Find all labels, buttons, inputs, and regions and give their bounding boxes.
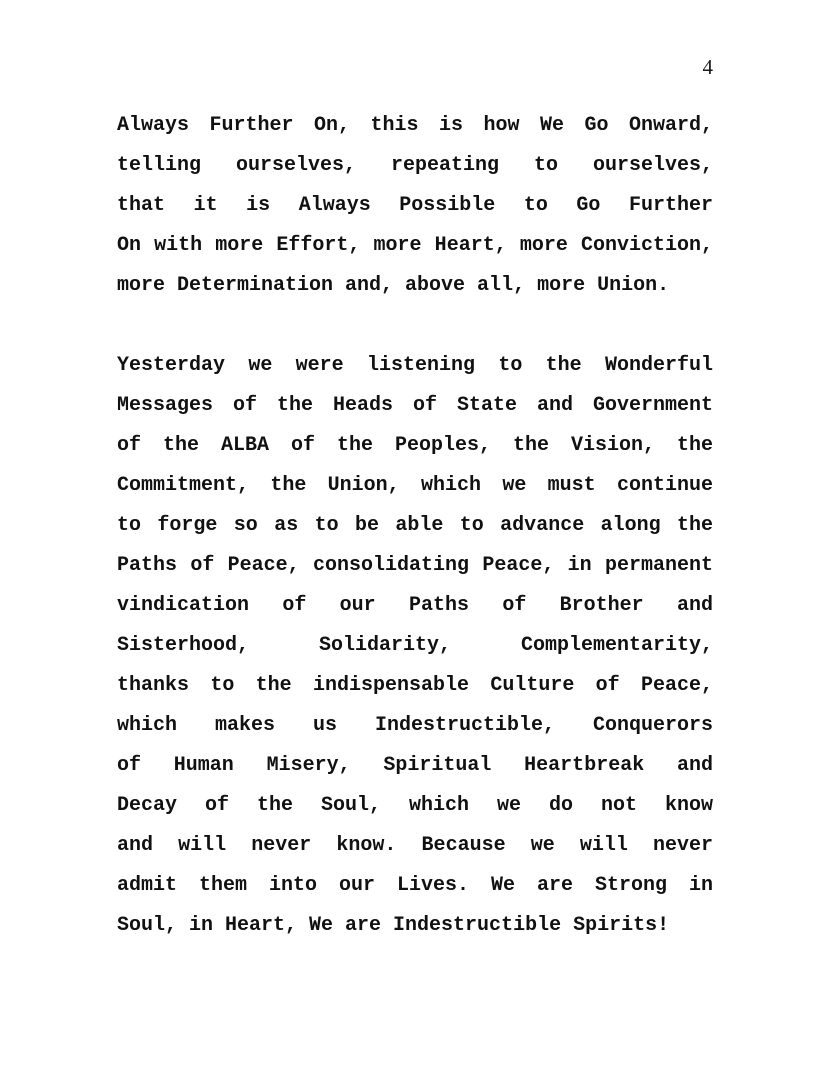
paragraph-1 [117,106,713,306]
text-line: Soul, in Heart, We are Indestructible Spirits! [117,914,670,937]
page-number: 4 [702,55,713,79]
text-line: of Human Misery, Spiritual Heartbreak and [117,754,713,777]
paragraph-2 [117,346,713,946]
text-line: of the ALBA of the Peoples, the Vision, the [117,434,713,457]
text-line: Yesterday we were listening to the Wonderful [117,354,713,377]
text-line: which makes us Indestructible, Conquerors [117,714,713,737]
text-line: Messages of the Heads of State and Government [117,394,713,417]
text-line: and will never know. Because we will never [117,834,713,857]
text-line: Always Further On, this is how We Go Onward, [117,114,713,137]
text-line: that it is Always Possible to Go Further [117,194,713,217]
text-line: vindication of our Paths of Brother and [117,594,713,617]
text-line: Commitment, the Union, which we must continue [117,474,713,497]
text-line: telling ourselves, repeating to ourselves, [117,154,713,177]
text-line: thanks to the indispensable Culture of Peace, [117,674,713,697]
text-line: to forge so as to be able to advance along the [117,514,713,537]
text-line: Decay of the Soul, which we do not know [117,794,713,817]
document-body [117,106,713,986]
text-line: more Determination and, above all, more Union. [117,274,670,297]
text-line: On with more Effort, more Heart, more Conviction, [117,234,713,257]
text-line: Sisterhood, Solidarity, Complementarity, [117,634,713,657]
text-line: admit them into our Lives. We are Strong in [117,874,713,897]
text-line: Paths of Peace, consolidating Peace, in permanent [117,554,713,577]
